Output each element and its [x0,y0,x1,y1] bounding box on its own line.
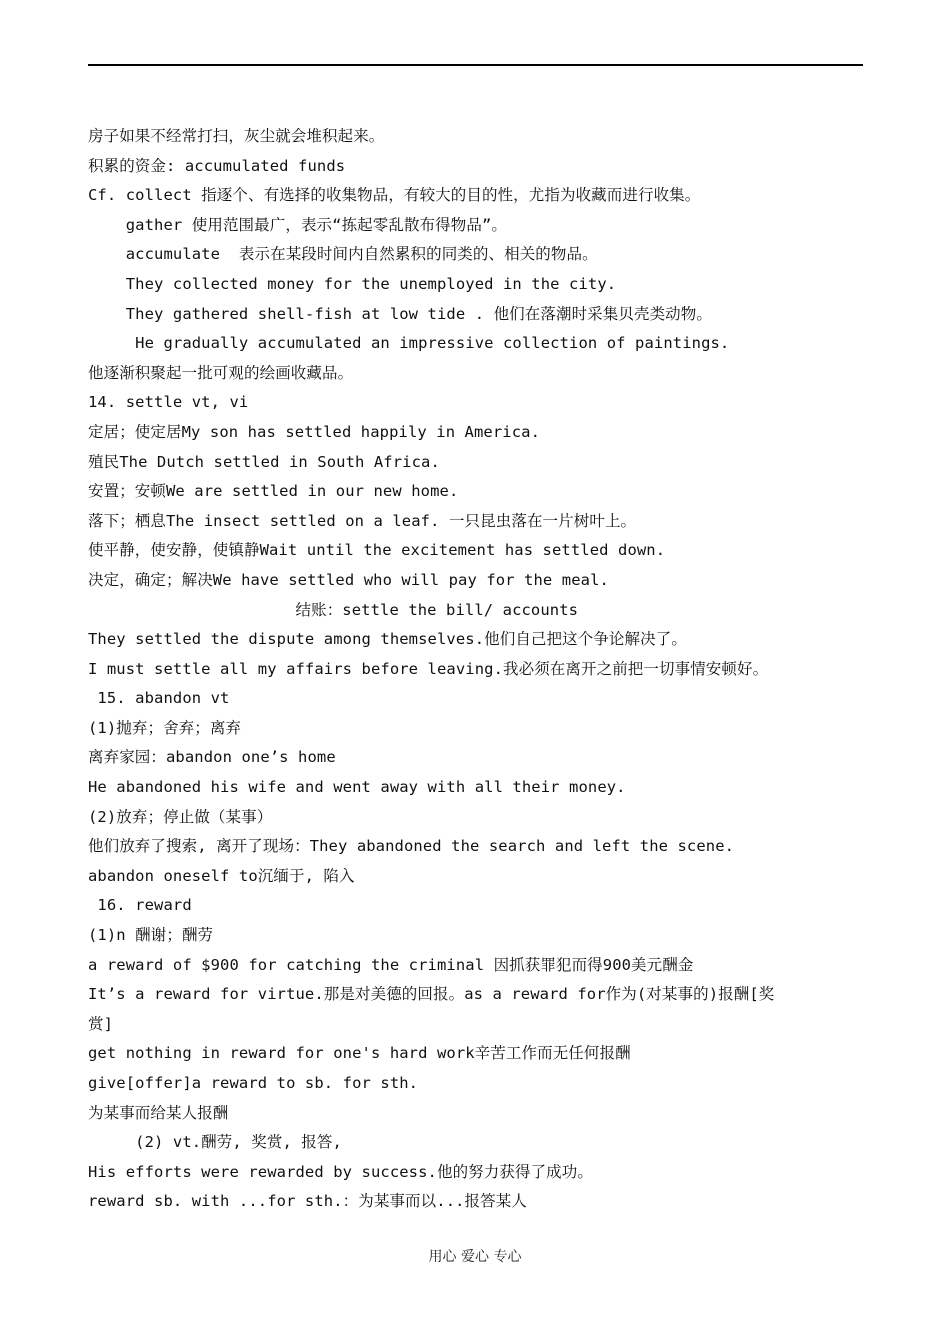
text-line: 落下；栖息The insect settled on a leaf. 一只昆虫落在一片树叶上。 [88,511,637,530]
text-line: accumulate 表示在某段时间内自然累积的同类的、相关的物品。 [88,245,598,264]
text-line: 殖民The Dutch settled in South Africa. [88,452,440,471]
text-line: get nothing in reward for one's hard work辛苦工作而无任何报酬 [88,1044,631,1063]
header-rule [88,64,863,66]
text-line: 为某事而给某人报酬 [88,1103,229,1122]
text-line: (1)抛弃；舍弃；离弃 [88,718,242,737]
text-line: gather 使用范围最广，表示“拣起零乱散布得物品”。 [88,215,508,234]
text-line: He gradually accumulated an impressive collection of paintings. [88,334,730,353]
text-line: 离弃家园：abandon one’s home [88,748,336,767]
text-line: It’s a reward for virtue.那是对美德的回报。as a reward for作为(对某事的)报酬[奖 [88,985,775,1004]
text-line: 结账：settle the bill/ accounts [88,600,579,619]
text-line: 定居；使定居My son has settled happily in America. [88,422,541,441]
text-line: 16. reward [88,896,192,915]
text-line: (2)放弃；停止做（某事） [88,807,273,826]
page-footer: 用心 爱心 专心 [428,1249,522,1265]
text-line: 使平静，使安静，使镇静Wait until the excitement has settled down. [88,541,666,560]
text-line: 15. abandon vt [88,689,230,708]
text-line: give[offer]a reward to sb. for sth. [88,1074,419,1092]
text-line: 他们放弃了搜索, 离开了现场：They abandoned the search and left the scene. [88,837,735,856]
text-line: (1)n 酬谢；酬劳 [88,926,214,945]
text-line: 14. settle vt, vi [88,393,249,412]
text-line: a reward of $900 for catching the criminal 因抓获罪犯而得900美元酬金 [88,955,694,974]
text-line: His efforts were rewarded by success.他的努力获得了成功。 [88,1162,593,1181]
text-line: reward sb. with ...for sth.：为某事而以...报答某人 [88,1192,527,1211]
text-line: 他逐渐积聚起一批可观的绘画收藏品。 [88,363,354,382]
text-line: I must settle all my affairs before leaving.我必须在离开之前把一切事情安顿好。 [88,659,769,678]
text-line: 积累的资金: accumulated funds [88,156,346,175]
text-line: They settled the dispute among themselves.他们自己把这个争论解决了。 [88,630,687,649]
text-line: Cf. collect 指逐个、有选择的收集物品，有较大的目的性，尤指为收藏而进行收集。 [88,186,701,205]
text-line: He abandoned his wife and went away with all their money. [88,778,626,797]
text-line: abandon oneself to沉缅于, 陷入 [88,866,355,885]
text-line: 赏] [88,1014,114,1033]
text-line: They collected money for the unemployed in the city. [88,274,617,293]
text-line: 决定，确定；解决We have settled who will pay for the meal. [88,570,609,589]
text-line: 房子如果不经常打扫，灰尘就会堆积起来。 [88,127,385,145]
text-line: (2) vt.酬劳, 奖赏, 报答, [88,1133,342,1152]
text-line: They gathered shell-fish at low tide . 他们在落潮时采集贝壳类动物。 [88,304,712,323]
document-body [88,122,868,1217]
text-line: 安置；安顿We are settled in our new home. [88,482,459,501]
